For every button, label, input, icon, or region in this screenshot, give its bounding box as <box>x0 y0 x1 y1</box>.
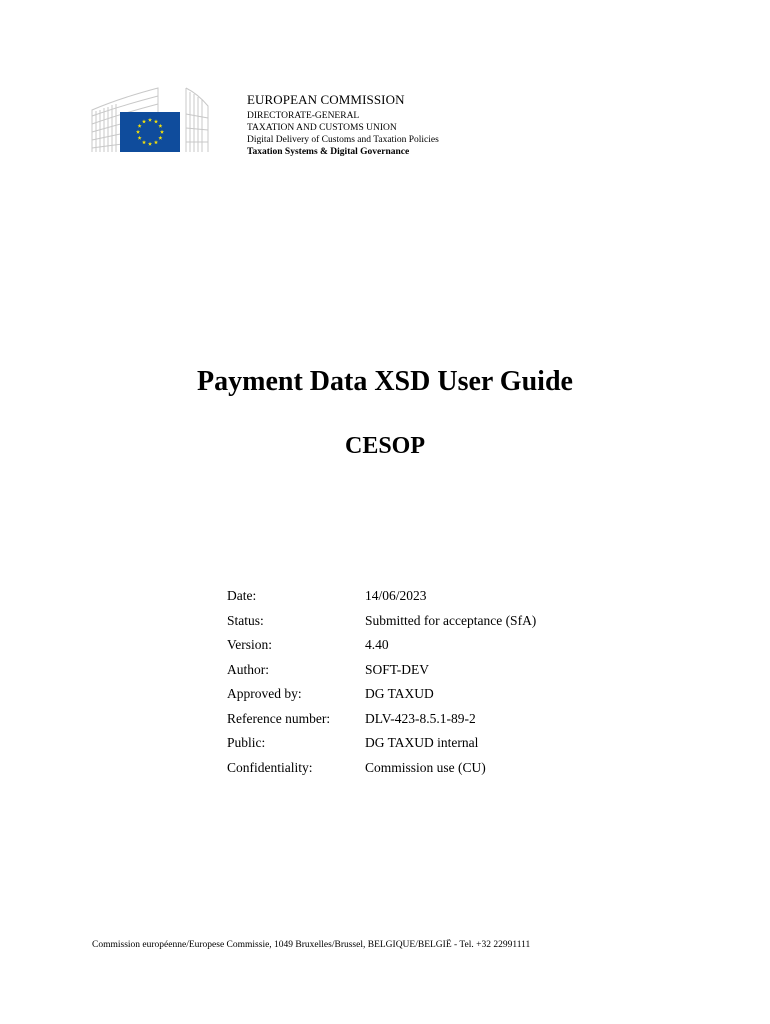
organization-name: EUROPEAN COMMISSION <box>247 92 405 107</box>
document-subtitle: CESOP <box>344 433 425 459</box>
metadata-row-author <box>227 658 625 683</box>
metadata-value: DLV-423-8.5.1-89-2 <box>365 710 476 726</box>
metadata-label: Author: <box>227 661 269 677</box>
metadata-value: SOFT-DEV <box>365 661 430 677</box>
metadata-label: Status: <box>227 612 264 628</box>
metadata-label: Version: <box>227 637 272 653</box>
metadata-value: Submitted for acceptance (SfA) <box>365 612 537 628</box>
metadata-row-date <box>227 584 625 609</box>
eu-logo-graphic <box>90 84 210 156</box>
metadata-value: 14/06/2023 <box>365 588 427 604</box>
document-title: Payment Data XSD User Guide <box>197 366 573 397</box>
metadata-value: 4.40 <box>365 637 389 653</box>
metadata-label: Public: <box>227 735 266 751</box>
metadata-label: Confidentiality: <box>227 759 313 775</box>
metadata-value: DG TAXUD internal <box>365 735 479 751</box>
page-footer: Commission européenne/Europese Commissie, 1049 Bruxelles/Brussel, BELGIQUE/BELGIË - Tel. +32 22991111 <box>92 940 531 950</box>
metadata-row-confidentiality <box>227 756 625 781</box>
metadata-row-reference-number <box>227 707 625 732</box>
directorate-line: DIRECTORATE-GENERAL <box>247 110 360 121</box>
metadata-row-version <box>227 633 625 658</box>
metadata-row-approved-by <box>227 682 625 707</box>
metadata-row-public <box>227 731 625 756</box>
metadata-label: Approved by: <box>227 686 302 702</box>
document-metadata-table <box>227 584 625 780</box>
directorate-unit-line: Digital Delivery of Customs and Taxation Policies <box>247 134 439 145</box>
metadata-label: Date: <box>227 588 257 604</box>
directorate-name-line: TAXATION AND CUSTOMS UNION <box>247 122 397 133</box>
eu-commission-logo <box>90 84 210 156</box>
unit-line: Taxation Systems & Digital Governance <box>247 146 410 157</box>
metadata-row-status <box>227 609 625 634</box>
header-block <box>247 92 439 158</box>
metadata-label: Reference number: <box>227 710 331 726</box>
metadata-value: DG TAXUD <box>365 686 434 702</box>
metadata-value: Commission use (CU) <box>365 759 486 775</box>
